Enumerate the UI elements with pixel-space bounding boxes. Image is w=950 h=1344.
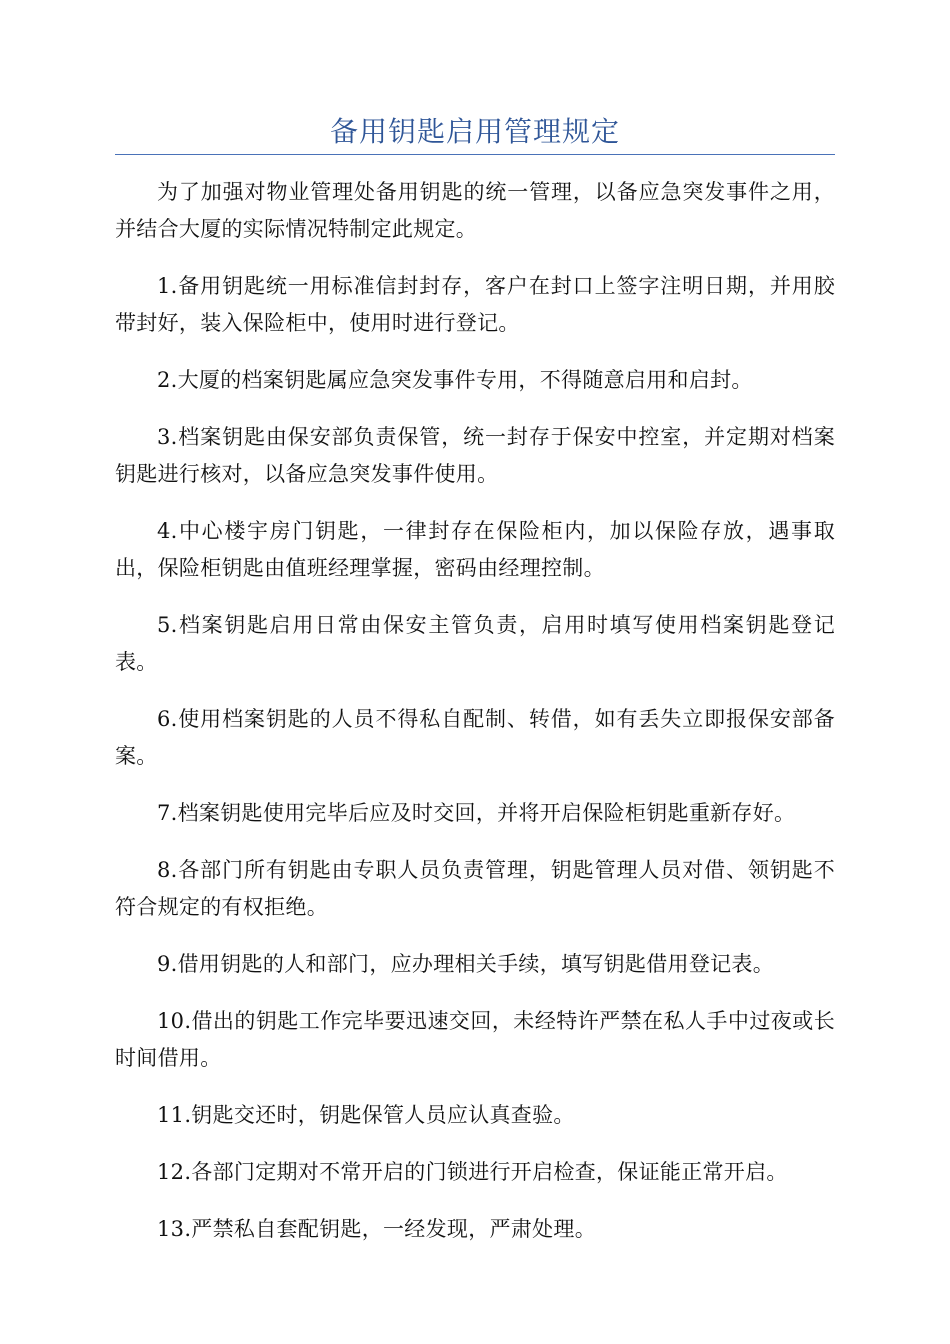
title-underline — [115, 154, 835, 155]
rule-item-9: 9.借用钥匙的人和部门，应办理相关手续，填写钥匙借用登记表。 — [157, 952, 775, 976]
document-body — [115, 174, 835, 1268]
rule-item-12: 12.各部门定期对不常开启的门锁进行开启检查，保证能正常开启。 — [157, 1160, 788, 1184]
intro-paragraph: 为了加强对物业管理处备用钥匙的统一管理，以备应急突发事件之用，并结合大厦的实际情况特制定此规定。 — [115, 180, 835, 241]
rule-item-8: 8.各部门所有钥匙由专职人员负责管理，钥匙管理人员对借、领钥匙不符合规定的有权拒绝。 — [115, 858, 835, 919]
rule-item-4: 4.中心楼宇房门钥匙，一律封存在保险柜内，加以保险存放，遇事取出，保险柜钥匙由值班经理掌握，密码由经理控制。 — [115, 519, 835, 580]
rule-item-10: 10.借出的钥匙工作完毕要迅速交回，未经特许严禁在私人手中过夜或长时间借用。 — [115, 1009, 835, 1070]
rule-item-7: 7.档案钥匙使用完毕后应及时交回，并将开启保险柜钥匙重新存好。 — [157, 801, 796, 825]
rule-item-1: 1.备用钥匙统一用标准信封封存，客户在封口上签字注明日期，并用胶带封好，装入保险柜中，使用时进行登记。 — [115, 274, 835, 335]
rule-item-5: 5.档案钥匙启用日常由保安主管负责，启用时填写使用档案钥匙登记表。 — [115, 613, 835, 674]
rule-item-2: 2.大厦的档案钥匙属应急突发事件专用，不得随意启用和启封。 — [157, 368, 753, 392]
rule-item-11: 11.钥匙交还时，钥匙保管人员应认真查验。 — [157, 1103, 575, 1127]
rule-item-3: 3.档案钥匙由保安部负责保管，统一封存于保安中控室，并定期对档案钥匙进行核对，以备应急突发事件使用。 — [115, 425, 835, 486]
rule-item-13: 13.严禁私自套配钥匙，一经发现，严肃处理。 — [157, 1217, 596, 1241]
document-title: 备用钥匙启用管理规定 — [329, 115, 620, 148]
rule-item-6: 6.使用档案钥匙的人员不得私自配制、转借，如有丢失立即报保安部备案。 — [115, 707, 835, 768]
